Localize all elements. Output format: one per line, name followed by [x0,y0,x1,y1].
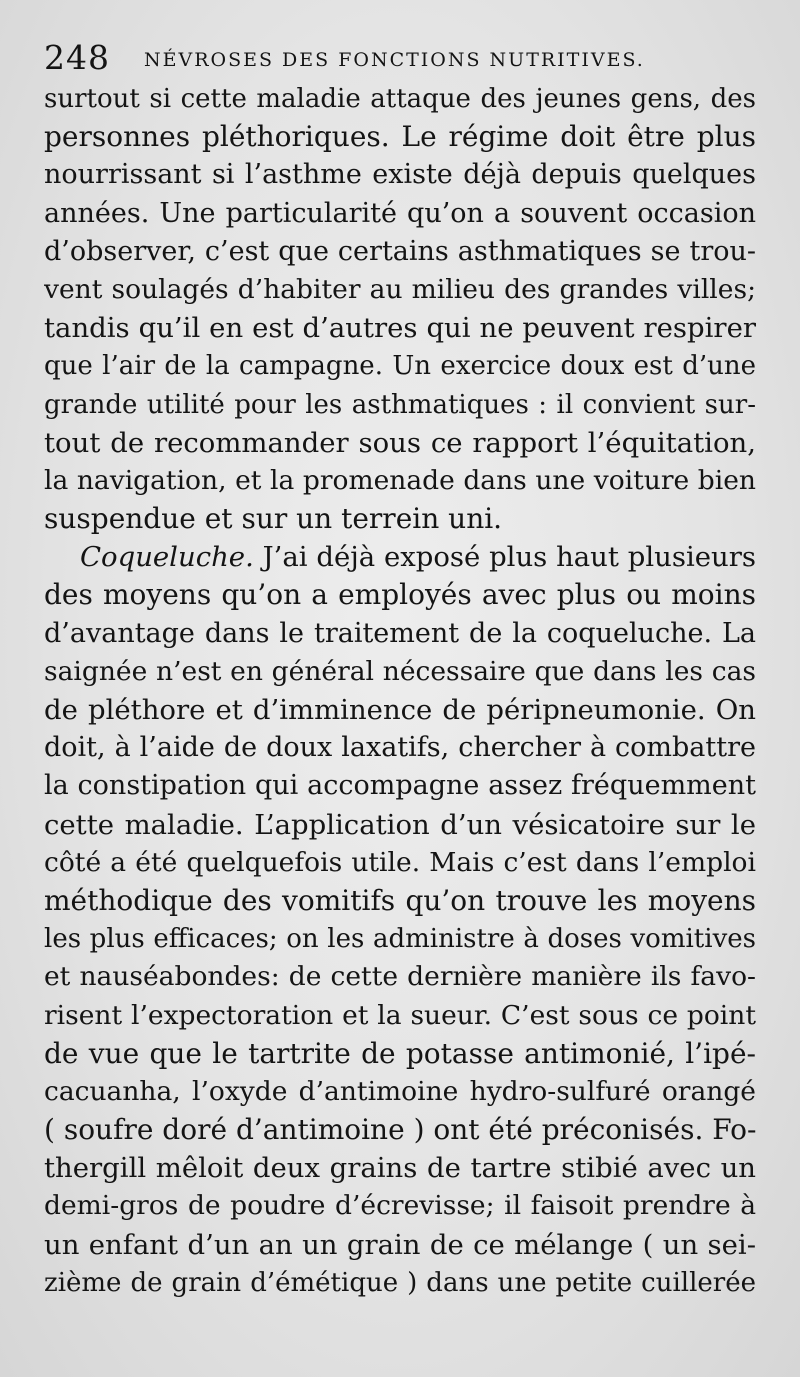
running-title: NÉVROSES DES FONCTIONS NUTRITIVES. [144,49,645,71]
text-line: les plus efficaces; on les administre à doses vomitives [44,924,756,955]
text-line: demi-gros de poudre d’écrevisse; il faisoit prendre à [44,1190,756,1222]
text-line: années. Une particularité qu’on a souvent occasion [44,197,756,229]
text-line: surtout si cette maladie attaque des jeunes gens, des [44,84,756,114]
text-line: cacuanha, l’oxyde d’antimoine hydro-sulfuré orangé [44,1075,756,1107]
text-line: de vue que le tartrite de potasse antimonié, l’ipé- [44,1036,756,1070]
text-line: des moyens qu’on a employés avec plus ou moins [44,578,756,612]
text-line: thergill mêloit deux grains de tartre stibié avec un [44,1152,756,1185]
text-line: ( soufre doré d’antimoine ) ont été préconisés. Fo- [44,1113,756,1147]
text-line: cette maladie. L’application d’un vésicatoire sur le [44,808,756,841]
text-line: la navigation, et la promenade dans une voiture bien [44,464,756,496]
text-line: doit, à l’aide de doux laxatifs, chercher à combattre [44,732,756,764]
page-number: 248 [44,38,110,77]
text-line: que l’air de la campagne. Un exercice doux est d’une [44,351,756,382]
paragraph-coqueluche [44,538,756,1302]
text-line: la constipation qui accompagne assez fréquemment [44,770,756,802]
text-line: grande utilité pour les asthmatiques : il convient sur- [44,389,756,420]
section-heading-coqueluche: Coqueluche. [80,541,254,574]
text-line: suspendue et sur un terrein uni. [44,502,503,536]
first-line-rest: J’ai déjà exposé plus haut plusieurs [253,541,756,574]
text-line: un enfant d’un an un grain de ce mélange ( un sei- [44,1228,756,1261]
text-line: zième de grain d’émétique ) dans une petite cuillerée [44,1267,756,1298]
text-line: méthodique des vomitifs qu’on trouve les moyens [44,883,756,917]
text-line: tandis qu’il en est d’autres qui ne peuvent respirer [44,312,756,345]
body-text [44,80,756,1302]
text-line: d’avantage dans le traitement de la coqueluche. La [44,617,756,649]
text-line: d’observer, c’est que certains asthmatiques se trou- [44,235,756,267]
page-header [44,38,756,78]
text-line: et nauséabondes: de cette dernière manière ils favo- [44,961,756,993]
text-line: de pléthore et d’imminence de péripneumonie. On [44,694,756,726]
text-line [44,538,756,576]
text-line: saignée n’est en général nécessaire que dans les cas [44,655,756,687]
text-line: tout de recommander sous ce rapport l’équitation, [44,426,756,459]
text-line: côté a été quelquefois utile. Mais c’est dans l’emploi [44,846,756,878]
text-line: nourrissant si l’asthme existe déjà depuis quelques [44,159,756,191]
text-line: risent l’expectoration et la sueur. C’est sous ce point [44,999,756,1031]
text-line: personnes pléthoriques. Le régime doit être plus [44,120,756,154]
paragraph-asthma [44,80,756,538]
text-line: vent soulagés d’habiter au milieu des grandes villes; [44,273,756,305]
